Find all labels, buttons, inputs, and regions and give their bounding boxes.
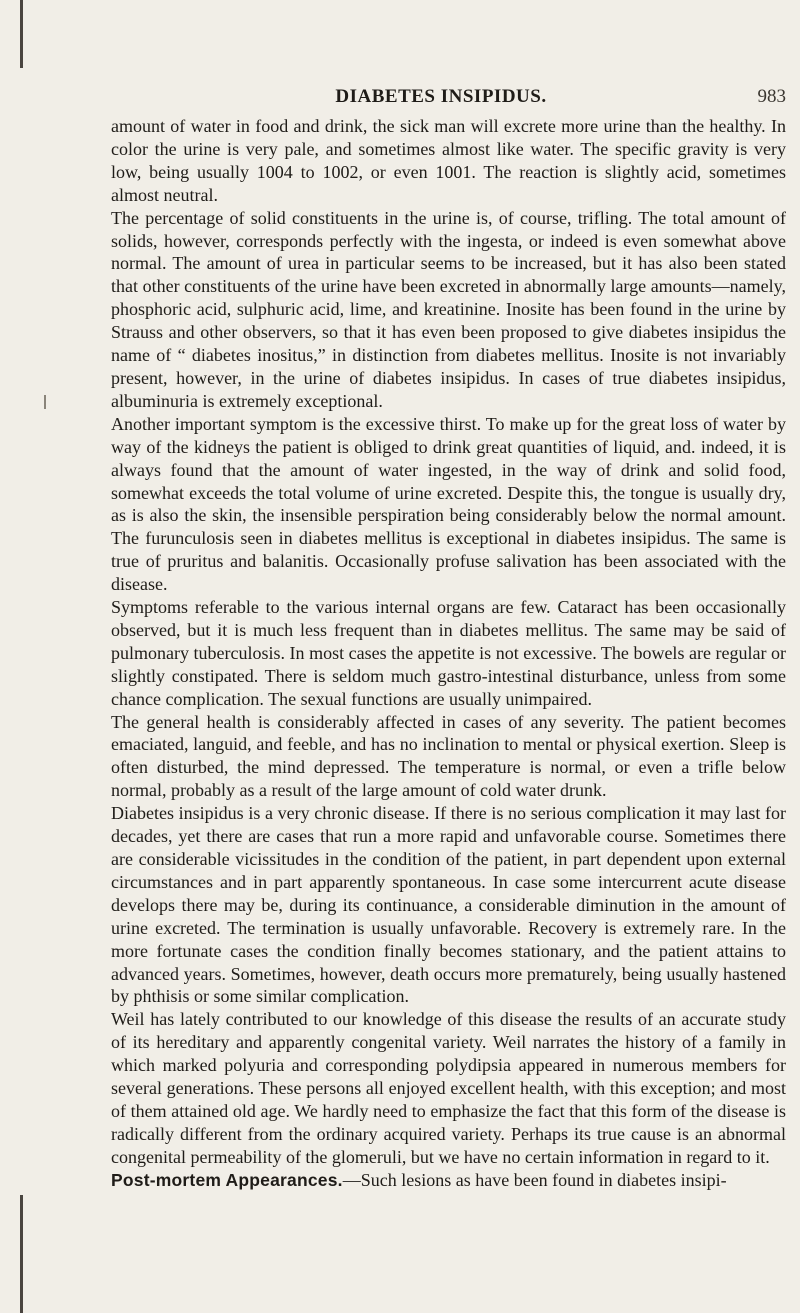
paragraph-post-mortem: [111, 1169, 786, 1192]
paragraph-urine-amount: amount of water in food and drink, the sick man will excrete more urine than the healthy. In color the urine is very pale, and sometimes almost like water. The specific gravity is very low, being usually 1004 to 1002, or even 1001. The reaction is slightly acid, sometimes almost neutral.: [111, 116, 786, 205]
paragraph-solid-constituents: The percentage of solid constituents in the urine is, of course, trifling. The total amount of solids, however, corresponds perfectly with the ingesta, or indeed is even somewhat above normal. The amount of urea in particular seems to be increased, but it has also been stated that other constituents of the urine have been excreted in abnormally large amounts—namely, phosphoric acid, sulphuric acid, lime, and kreatinine. Inosite has been found in the urine by Strauss and other observers, so that it has even been proposed to give diabetes insipidus the name of “ diabetes inositus,” in distinction from diabetes mellitus. Inosite is not invariably present, however, in the urine of diabetes insipidus. In cases of true diabetes insipidus, albuminuria is extremely exceptional.: [111, 207, 786, 411]
post-mortem-text: —Such lesions as have been found in diabetes insipi-: [342, 1169, 727, 1190]
page-edge-shadow-bottom: [20, 1195, 23, 1313]
paragraph-general-health: The general health is considerably affected in cases of any severity. The patient becomes emaciated, languid, and feeble, and has no inclination to mental or physical exertion. Sleep is often disturbed, the mind depressed. The temperature is normal, or even a trifle below normal, probably as a result of the large amount of cold water drunk.: [111, 711, 786, 801]
running-header: [96, 86, 786, 110]
paragraph-course: Diabetes insipidus is a very chronic disease. If there is no serious complication it may last for decades, yet there are cases that run a more rapid and unfavorable course. Sometimes there are considerable vicissitudes in the condition of the patient, in part dependent upon external circumstances and in part apparently spontaneous. In case some intercurrent acute disease develops there may be, during its continuance, a considerable diminution in the amount of urine excreted. The termination is usually unfavorable. Recovery is extremely rare. In the more fortunate cases the condition finally becomes stationary, and the patient attains to advanced years. Sometimes, however, death occurs more prematurely, being usually hastened by phthisis or some similar complication.: [111, 803, 786, 1007]
paragraph-thirst: Another important symptom is the excessive thirst. To make up for the great loss of water by way of the kidneys the patient is obliged to drink great quantities of liquid, and. indeed, it is always found that the amount of water ingested, in the way of drink and solid food, somewhat exceeds the total volume of urine excreted. Despite this, the tongue is usually dry, as is also the skin, the insensible perspiration being considerably below the normal amount. The furunculosis seen in diabetes mellitus is exceptional in diabetes insipidus. The same is true of pruritus and balanitis. Occasionally profuse salivation has been associated with the disease.: [111, 413, 786, 595]
page-edge-shadow-top: [20, 0, 23, 68]
body-text: [111, 115, 786, 1192]
section-heading-post-mortem: Post-mortem Appearances.: [111, 1169, 343, 1190]
running-title: DIABETES INSIPIDUS.: [335, 86, 547, 107]
paragraph-internal-organs: Symptoms referable to the various internal organs are few. Cataract has been occasionally observed, but it is much less frequent than in diabetes mellitus. The same may be said of pulmonary tuberculosis. In most cases the appetite is not excessive. The bowels are regular or slightly constipated. There is seldom much gastro-intestinal disturbance, unless from some chance complication. The sexual functions are usually unimpaired.: [111, 597, 786, 709]
margin-mark: [44, 395, 46, 409]
page-number: 983: [757, 86, 786, 107]
paragraph-hereditary-variety: Weil has lately contributed to our knowledge of this disease the results of an accurate study of its hereditary and apparently congenital variety. Weil narrates the history of a family in which marked polyuria and corresponding polydipsia appeared in numerous members for several generations. These persons all enjoyed excellent health, with this exception; and most of them attained old age. We hardly need to emphasize the fact that this form of the disease is radically different from the ordinary acquired variety. Perhaps its true cause is an abnormal congenital permeability of the glomeruli, but we have no certain information in regard to it.: [111, 1009, 786, 1167]
